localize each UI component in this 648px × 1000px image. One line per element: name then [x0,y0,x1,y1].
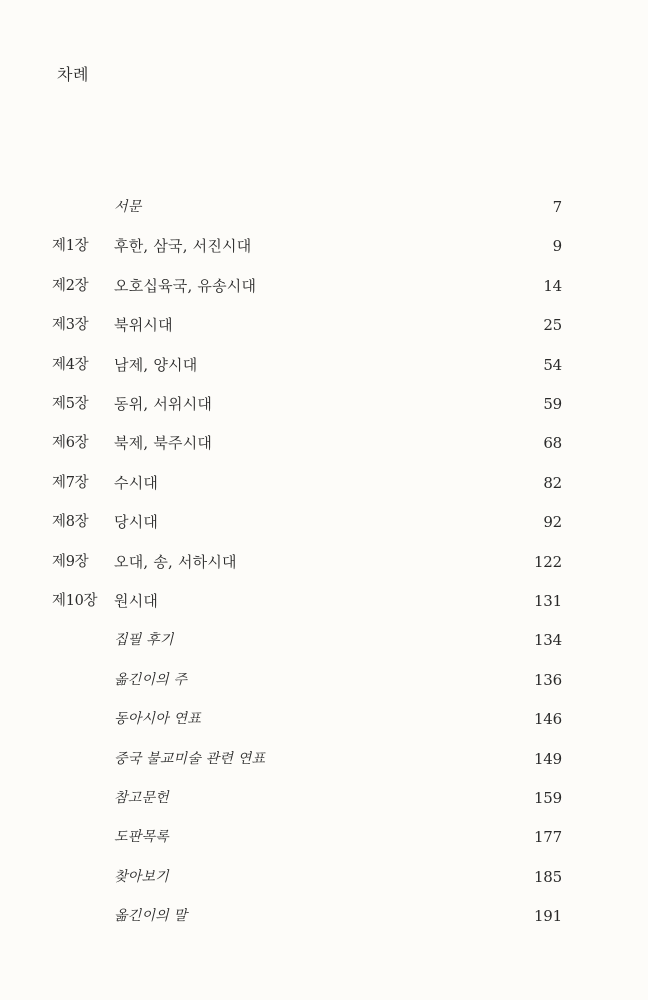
toc-entry [0,431,648,455]
toc-page-number: 7 [552,198,562,216]
toc-page-number: 185 [533,868,562,886]
toc-page-number: 159 [533,789,562,807]
toc-entry [0,589,648,613]
toc-title: 원시대 [114,592,159,610]
toc-entry [0,510,648,534]
toc-page-number: 25 [543,316,562,334]
toc-chapter-number: 제1장 [52,238,89,254]
toc-title: 찾아보기 [114,869,169,885]
toc-page-number: 54 [543,356,562,374]
toc-entry [0,628,648,652]
toc-title: 집필 후기 [114,632,174,648]
toc-chapter-number: 제6장 [52,435,89,451]
toc-title: 오대, 송, 서하시대 [114,553,237,571]
toc-page-number: 136 [533,671,562,689]
toc-page-number: 9 [552,237,562,255]
toc-title: 당시대 [114,513,159,531]
toc-entry [0,786,648,810]
toc-title: 동위, 서위시대 [114,395,213,413]
toc-heading: 차례 [57,65,89,84]
toc-page-number: 131 [533,592,562,610]
toc-chapter-number: 제5장 [52,396,89,412]
toc-title: 옮긴이의 주 [114,672,188,688]
toc-title: 중국 불교미술 관련 연표 [114,751,266,767]
toc-page-number: 149 [533,750,562,768]
toc-entry [0,234,648,258]
toc-title: 도판목록 [114,829,169,845]
toc-entry [0,668,648,692]
toc-entry [0,550,648,574]
toc-title: 북제, 북주시대 [114,434,213,452]
toc-entry [0,471,648,495]
toc-entry [0,825,648,849]
toc-entry [0,353,648,377]
toc-page-number: 14 [543,277,562,295]
toc-title: 서문 [114,199,142,215]
toc-entry [0,392,648,416]
toc-entry [0,313,648,337]
toc-page-number: 92 [543,513,562,531]
toc-title: 동아시아 연표 [114,711,201,727]
toc-entry [0,274,648,298]
toc-chapter-number: 제3장 [52,317,89,333]
toc-title: 참고문헌 [114,790,169,806]
toc-page-number: 191 [533,907,562,925]
toc-page-number: 146 [533,710,562,728]
toc-entry [0,865,648,889]
toc-chapter-number: 제2장 [52,278,89,294]
toc-page-number: 82 [543,474,562,492]
toc-page-number: 122 [533,553,562,571]
toc-title: 북위시대 [114,316,173,334]
toc-page-number: 177 [533,828,562,846]
toc-page-number: 68 [543,434,562,452]
toc-title: 남제, 양시대 [114,356,198,374]
toc-entry [0,747,648,771]
toc-title: 옮긴이의 말 [114,908,188,924]
toc-chapter-number: 제7장 [52,475,89,491]
toc-entry [0,904,648,928]
toc-chapter-number: 제4장 [52,357,89,373]
toc-title: 수시대 [114,474,159,492]
toc-page-number: 134 [533,631,562,649]
toc-chapter-number: 제8장 [52,514,89,530]
toc-chapter-number: 제9장 [52,554,89,570]
toc-page-number: 59 [543,395,562,413]
toc-entry [0,707,648,731]
toc-chapter-number: 제10장 [52,593,98,609]
toc-entry [0,195,648,219]
toc-title: 후한, 삼국, 서진시대 [114,237,252,255]
toc-title: 오호십육국, 유송시대 [114,277,257,295]
